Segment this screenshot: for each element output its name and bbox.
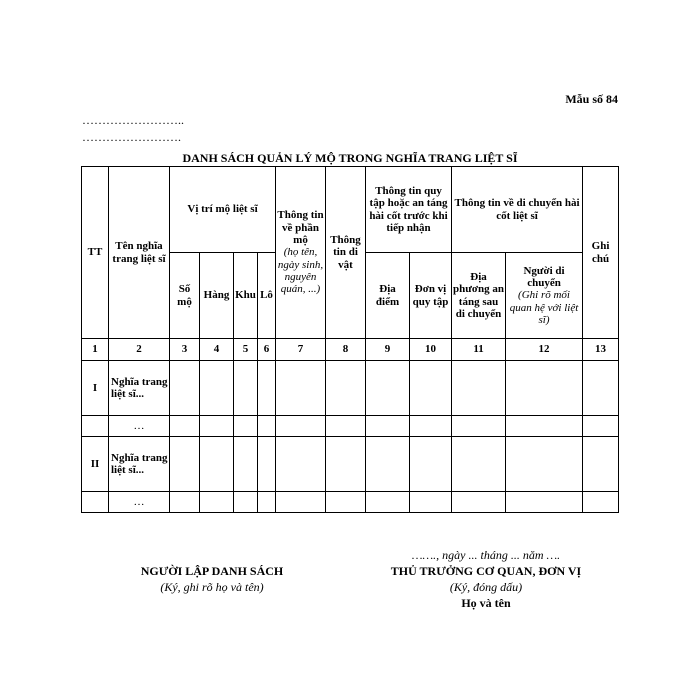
table-cell bbox=[170, 492, 200, 513]
table-row bbox=[82, 437, 619, 492]
table-cell bbox=[583, 361, 619, 416]
table-cell bbox=[276, 492, 326, 513]
table-cell bbox=[366, 361, 410, 416]
row-cemetery-name: Nghĩa trang liệt sĩ... bbox=[109, 437, 170, 492]
table-cell bbox=[258, 437, 276, 492]
header-burial-place-after: Địa phương an táng sau di chuyển bbox=[452, 253, 506, 339]
table-cell bbox=[234, 437, 258, 492]
row-cemetery-name: … bbox=[109, 492, 170, 513]
head-signature-block bbox=[352, 547, 620, 611]
table-row bbox=[82, 416, 619, 437]
column-number: 12 bbox=[506, 339, 583, 361]
form-number: Mẫu số 84 bbox=[565, 92, 618, 106]
header-consolidation-info: Thông tin quy tập hoặc an táng hài cốt trước khi tiếp nhận bbox=[366, 167, 452, 253]
preparer-note: (Ký, ghi rõ họ và tên) bbox=[160, 580, 264, 594]
header-grave-location: Vị trí mộ liệt sĩ bbox=[170, 167, 276, 253]
column-number: 4 bbox=[200, 339, 234, 361]
table-row bbox=[82, 361, 619, 416]
table-cell bbox=[258, 492, 276, 513]
table-cell bbox=[452, 361, 506, 416]
header-row: Hàng bbox=[200, 253, 234, 339]
column-number: 13 bbox=[583, 339, 619, 361]
column-number: 6 bbox=[258, 339, 276, 361]
table-cell bbox=[276, 361, 326, 416]
table-cell bbox=[452, 437, 506, 492]
table-cell bbox=[583, 416, 619, 437]
table-cell bbox=[366, 416, 410, 437]
column-number-row bbox=[82, 339, 619, 361]
header-artifact-info: Thông tin di vật bbox=[326, 167, 366, 339]
row-cemetery-name: … bbox=[109, 416, 170, 437]
column-number: 8 bbox=[326, 339, 366, 361]
header-notes: Ghi chú bbox=[583, 167, 619, 339]
header-grave-info-label: Thông tin về phần mộ bbox=[277, 209, 324, 247]
document-title: DANH SÁCH QUẢN LÝ MỘ TRONG NGHĨA TRANG LIỆT SĨ bbox=[182, 151, 518, 165]
row-tt bbox=[82, 492, 109, 513]
table-cell bbox=[326, 492, 366, 513]
table-cell bbox=[366, 437, 410, 492]
header-person-relocating-note: (Ghi rõ mối quan hệ với liệt sĩ) bbox=[509, 289, 579, 326]
preparer-title: NGƯỜI LẬP DANH SÁCH bbox=[140, 564, 284, 578]
table-cell bbox=[234, 492, 258, 513]
header-grave-number: Số mộ bbox=[170, 253, 200, 339]
table-cell bbox=[506, 361, 583, 416]
head-name: Họ và tên bbox=[461, 596, 511, 610]
table-cell bbox=[170, 361, 200, 416]
preparer-signature-block bbox=[112, 563, 312, 595]
table-cell bbox=[200, 492, 234, 513]
table-cell bbox=[506, 437, 583, 492]
header-cemetery-name: Tên nghĩa trang liệt sĩ bbox=[109, 167, 170, 339]
head-title: THỦ TRƯỞNG CƠ QUAN, ĐƠN VỊ bbox=[390, 564, 582, 578]
header-grave-info bbox=[276, 167, 326, 339]
table-cell bbox=[170, 437, 200, 492]
table-cell bbox=[200, 437, 234, 492]
table-cell bbox=[506, 416, 583, 437]
table-cell bbox=[410, 361, 452, 416]
issuer-line-2: ……………………. bbox=[82, 130, 181, 144]
header-person-relocating bbox=[506, 253, 583, 339]
header-location: Địa điểm bbox=[366, 253, 410, 339]
header-tt: TT bbox=[82, 167, 109, 339]
row-tt bbox=[82, 416, 109, 437]
date-line: ……., ngày ... tháng ... năm …. bbox=[411, 548, 561, 562]
column-number: 1 bbox=[82, 339, 109, 361]
table-cell bbox=[410, 437, 452, 492]
table-cell bbox=[258, 361, 276, 416]
table-cell bbox=[234, 416, 258, 437]
grave-management-table bbox=[81, 166, 619, 513]
header-relocation-info: Thông tin về di chuyển hài cốt liệt sĩ bbox=[452, 167, 583, 253]
table-row bbox=[82, 492, 619, 513]
issuer-line-1: …………………….. bbox=[82, 113, 184, 127]
table-cell bbox=[410, 416, 452, 437]
table-cell bbox=[506, 492, 583, 513]
table-cell bbox=[583, 492, 619, 513]
header-grave-info-note: (họ tên, ngày sinh, nguyên quán, ...) bbox=[277, 246, 324, 296]
column-number: 9 bbox=[366, 339, 410, 361]
header-lot: Lô bbox=[258, 253, 276, 339]
row-tt: I bbox=[82, 361, 109, 416]
column-number: 3 bbox=[170, 339, 200, 361]
header-zone: Khu bbox=[234, 253, 258, 339]
table-cell bbox=[366, 492, 410, 513]
row-cemetery-name: Nghĩa trang liệt sĩ... bbox=[109, 361, 170, 416]
table-cell bbox=[258, 416, 276, 437]
column-number: 11 bbox=[452, 339, 506, 361]
column-number: 7 bbox=[276, 339, 326, 361]
header-person-relocating-label: Người di chuyển bbox=[523, 264, 565, 290]
column-number: 10 bbox=[410, 339, 452, 361]
table-cell bbox=[452, 492, 506, 513]
table-cell bbox=[234, 361, 258, 416]
column-number: 2 bbox=[109, 339, 170, 361]
table-cell bbox=[583, 437, 619, 492]
header-gathering-unit: Đơn vị quy tập bbox=[410, 253, 452, 339]
column-number: 5 bbox=[234, 339, 258, 361]
table-cell bbox=[326, 437, 366, 492]
table-cell bbox=[170, 416, 200, 437]
table-cell bbox=[200, 361, 234, 416]
table-cell bbox=[276, 437, 326, 492]
table-cell bbox=[326, 361, 366, 416]
table-cell bbox=[276, 416, 326, 437]
head-note: (Ký, đóng dấu) bbox=[449, 580, 523, 594]
table-cell bbox=[326, 416, 366, 437]
table-cell bbox=[200, 416, 234, 437]
table-cell bbox=[410, 492, 452, 513]
table-cell bbox=[452, 416, 506, 437]
row-tt: II bbox=[82, 437, 109, 492]
